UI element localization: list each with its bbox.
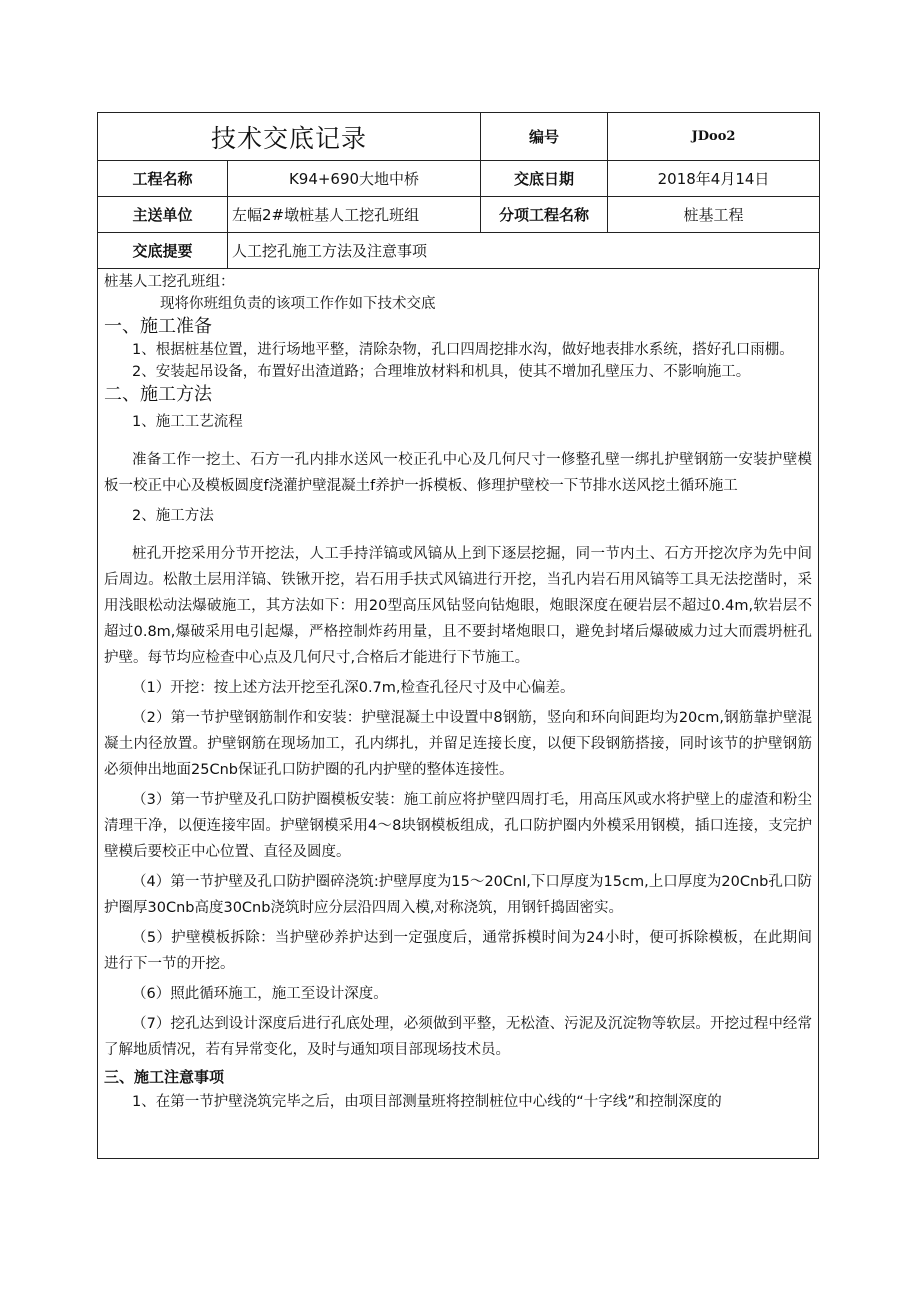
- section-2-title: 二、施工方法: [104, 384, 212, 405]
- unit-label: 主送单位: [98, 197, 228, 233]
- project-label: 工程名称: [98, 161, 228, 197]
- method-step: （2）第一节护壁钢筋制作和安装：护壁混凝土中设置中8钢筋，竖向和环向间距均为20cm,钢筋靠护壁混凝土内径放置。护壁钢筋在现场加工，孔内绑扎，并留足连接长度，以便下段钢筋搭接，同时该节的护壁钢筋必须伸出地面25Cnb保证孔口防护圈的孔内护壁的整体连接性。: [104, 710, 812, 778]
- section-1-item: 1、根据桩基位置，进行场地平整，清除杂物，孔口四周挖排水沟，做好地表排水系统，搭好孔口雨棚。: [132, 342, 794, 358]
- method-description: 桩孔开挖采用分节开挖法，人工手持洋镐或风镐从上到下逐层挖掘，同一节内土、石方开挖次序为先中间后周边。松散土层用洋镐、铁锹开挖，岩石用手扶式风镐进行开挖，当孔内岩石用风镐等工具无法挖凿时，采用浅眼松动法爆破施工，其方法如下：用20型高压风钻竖向钻炮眼，炮眼深度在硬岩层不超过0.4m,软岩层不超过0.8m,爆破采用电引起爆，严格控制炸药用量，且不要封堵炮眼口，避免封堵后爆破威力过大而震坍桩孔护壁。每节均应检查中心点及几何尺寸,合格后才能进行下节施工。: [104, 546, 812, 666]
- unit-value: 左幅2#墩桩基人工挖孔班组: [228, 197, 481, 233]
- section-1-title: 一、施工准备: [104, 316, 212, 337]
- header-table: [97, 112, 820, 269]
- technical-briefing-record: [97, 112, 819, 1159]
- section-2-subtitle-1: 1、施工工艺流程: [132, 414, 243, 430]
- method-step: （7）挖孔达到设计深度后进行孔底处理，必须做到平整，无松渣、污泥及沉淀物等软层。开挖过程中经常了解地质情况，若有异常变化，及时与通知项目部现场技术员。: [104, 1016, 812, 1058]
- process-flow: 准备工作一挖土、石方一孔内排水送风一校正孔中心及几何尺寸一修整孔壁一绑扎护壁钢筋一安装护壁模板一校正中心及模板圆度f浇灌护壁混凝土f养护一拆模板、修理护壁校一下节排水送风挖土循环施工: [104, 452, 812, 494]
- method-step: （3）第一节护壁及孔口防护圈模板安装：施工前应将护壁四周打毛，用高压风或水将护壁上的虚渣和粉尘清理干净，以便连接牢固。护壁钢模采用4～8块钢模板组成，孔口防护圈内外模采用钢模，插口连接，支完护壁模后要校正中心位置、直径及圆度。: [104, 792, 812, 860]
- summary-value: 人工挖孔施工方法及注意事项: [228, 233, 820, 269]
- document-title: 技术交底记录: [211, 123, 368, 153]
- section-2-subtitle-2: 2、施工方法: [132, 508, 214, 524]
- intro: 现将你班组负责的该项工作作如下技术交底: [160, 296, 436, 312]
- code-value: JDoo2: [608, 113, 820, 161]
- section-3-title: 三、施工注意事项: [104, 1068, 225, 1086]
- briefing-content: [97, 269, 819, 1159]
- method-step: （6）照此循环施工，施工至设计深度。: [132, 986, 388, 1002]
- date-label: 交底日期: [481, 161, 608, 197]
- subproject-label: 分项工程名称: [481, 197, 608, 233]
- section-3-item: 1、在第一节护壁浇筑完毕之后，由项目部测量班将控制桩位中心线的“十字线”和控制深度的: [132, 1094, 722, 1110]
- greeting: 桩基人工挖孔班组：: [104, 274, 235, 290]
- code-label: 编号: [481, 113, 608, 161]
- date-value: 2018年4月14日: [608, 161, 820, 197]
- summary-label: 交底提要: [98, 233, 228, 269]
- method-step: （4）第一节护壁及孔口防护圈碎浇筑:护壁厚度为15～20Cnl,下口厚度为15cm,上口厚度为20Cnb孔口防护圈厚30Cnb高度30Cnb浇筑时应分层沿四周入模,对称浇筑，用钢钎捣固密实。: [104, 874, 812, 916]
- project-value: K94+690大地中桥: [228, 161, 481, 197]
- method-step: （5）护壁模板拆除：当护壁砂养护达到一定强度后，通常拆模时间为24小时，便可拆除模板，在此期间进行下一节的开挖。: [104, 930, 812, 972]
- subproject-value: 桩基工程: [608, 197, 820, 233]
- section-1-item: 2、安装起吊设备，布置好出渣道路；合理堆放材料和机具，使其不增加孔壁压力、不影响施工。: [132, 364, 751, 380]
- method-step: （1）开挖：按上述方法开挖至孔深0.7m,检查孔径尺寸及中心偏差。: [132, 680, 575, 696]
- document-title-cell: [98, 113, 481, 161]
